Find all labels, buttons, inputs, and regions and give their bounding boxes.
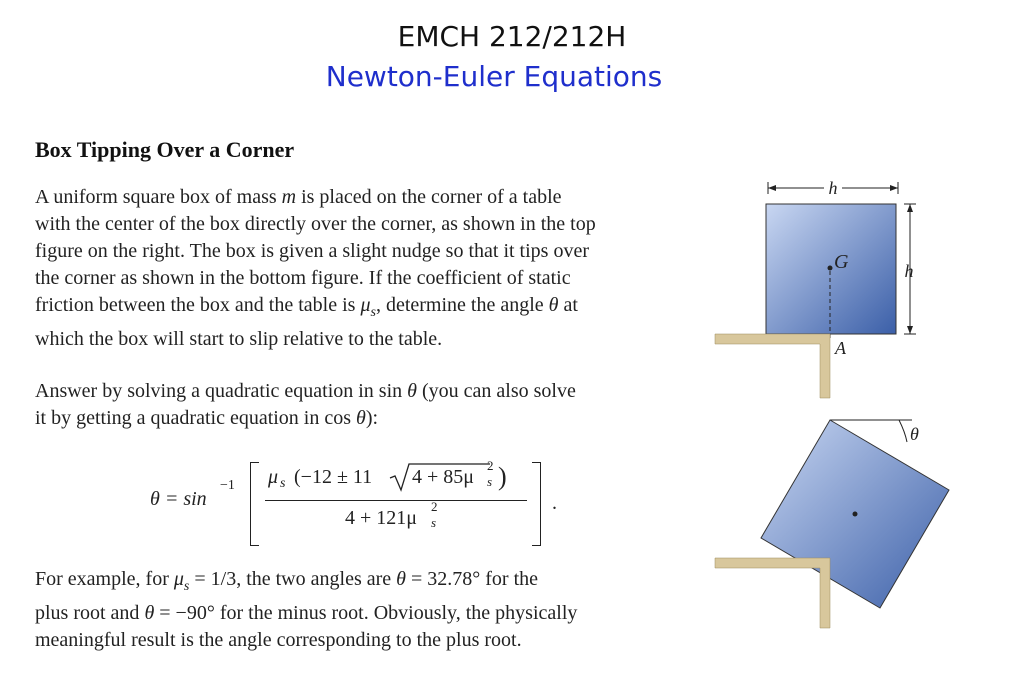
fraction-bar — [265, 500, 527, 501]
text-span: A uniform square box of mass — [35, 186, 282, 208]
center-of-mass-label: G — [834, 251, 849, 273]
arrowhead — [907, 204, 913, 212]
radicand-sup: 2 — [487, 458, 494, 473]
text-span: plus root and — [35, 602, 145, 624]
lecture-title: Newton-Euler Equations — [325, 60, 663, 93]
text-span: it by getting a quadratic equation in cos — [35, 407, 357, 429]
theta-symbol: θ — [548, 294, 559, 316]
radicand-sub: s — [487, 474, 493, 489]
equation-lhs: θ = sin — [150, 488, 207, 510]
arrowhead — [907, 326, 913, 334]
numerator-core: (−12 ± 11 — [294, 466, 373, 488]
answer-instructions — [35, 378, 675, 432]
arrowhead — [768, 185, 776, 191]
course-code: EMCH 212/212H — [397, 20, 627, 53]
problem-statement — [35, 184, 675, 353]
example-line — [35, 600, 675, 627]
side-dimension-label: h — [904, 261, 914, 281]
problem-line — [35, 292, 675, 326]
theta-symbol: θ — [407, 380, 417, 402]
left-bracket — [250, 462, 259, 546]
angle-arc — [899, 420, 907, 442]
box-tipping-figure — [700, 170, 1024, 630]
theta-symbol: θ — [356, 407, 366, 429]
top-figure — [715, 178, 916, 398]
top-dimension-label: h — [828, 178, 838, 198]
theta-symbol: θ — [396, 568, 406, 590]
text-span: , determine the angle — [375, 294, 549, 316]
numerator-mu: μ — [268, 466, 279, 488]
corner-label: A — [835, 338, 846, 358]
text-span: For example, for — [35, 568, 174, 590]
tipping-center-dot — [853, 512, 858, 517]
text-span: at — [558, 294, 578, 316]
text-span: is placed on the corner of a table — [296, 186, 562, 208]
problem-line: the corner as shown in the bottom figure. If the coefficient of static — [35, 267, 571, 289]
problem-line: with the center of the box directly over the corner, as shown in the top — [35, 213, 596, 235]
denominator-sub: s — [431, 515, 437, 530]
mu-symbol: μ — [173, 568, 184, 590]
text-span: ): — [365, 407, 379, 429]
text-span: friction between the box and the table is — [35, 294, 361, 316]
angle-label: θ — [910, 424, 919, 444]
subscript-s: s — [183, 579, 190, 594]
text-span: Answer by solving a quadratic equation in sin — [35, 380, 408, 402]
example-result — [35, 566, 675, 654]
text-span: (you can also solve — [416, 380, 576, 402]
text-span: = 1/3, the two angles are — [189, 568, 397, 590]
bottom-figure — [715, 420, 949, 628]
table-top — [715, 334, 830, 398]
answer-line — [35, 405, 675, 432]
equation-exponent: −1 — [220, 478, 235, 493]
arrowhead — [890, 185, 898, 191]
text-span: = −90° for the minus root. Obviously, the physically — [154, 602, 578, 624]
subscript-s: s — [370, 305, 376, 320]
example-line: meaningful result is the angle corresponding to the plus root. — [35, 629, 522, 651]
problem-line: figure on the right. The box is given a slight nudge so that it tips over — [35, 240, 589, 262]
text-span: = 32.78° for the — [405, 568, 538, 590]
numerator-mu-sub: s — [280, 476, 286, 491]
close-paren: ) — [498, 462, 507, 491]
mu-symbol: μ — [360, 294, 371, 316]
theta-symbol: θ — [144, 602, 155, 624]
denominator: 4 + 121μ — [345, 507, 418, 529]
problem-line — [35, 184, 675, 211]
problem-line: which the box will start to slip relative to the table. — [35, 328, 443, 350]
theta-equation — [150, 452, 590, 552]
right-bracket — [532, 462, 541, 546]
section-heading: Box Tipping Over a Corner — [35, 137, 295, 162]
radicand: 4 + 85μ — [412, 466, 475, 488]
mass-symbol: m — [281, 186, 297, 208]
equation-period: . — [552, 492, 557, 514]
example-line — [35, 566, 675, 600]
answer-line — [35, 378, 675, 405]
center-of-mass-dot — [828, 266, 833, 271]
denominator-sup: 2 — [431, 499, 438, 514]
